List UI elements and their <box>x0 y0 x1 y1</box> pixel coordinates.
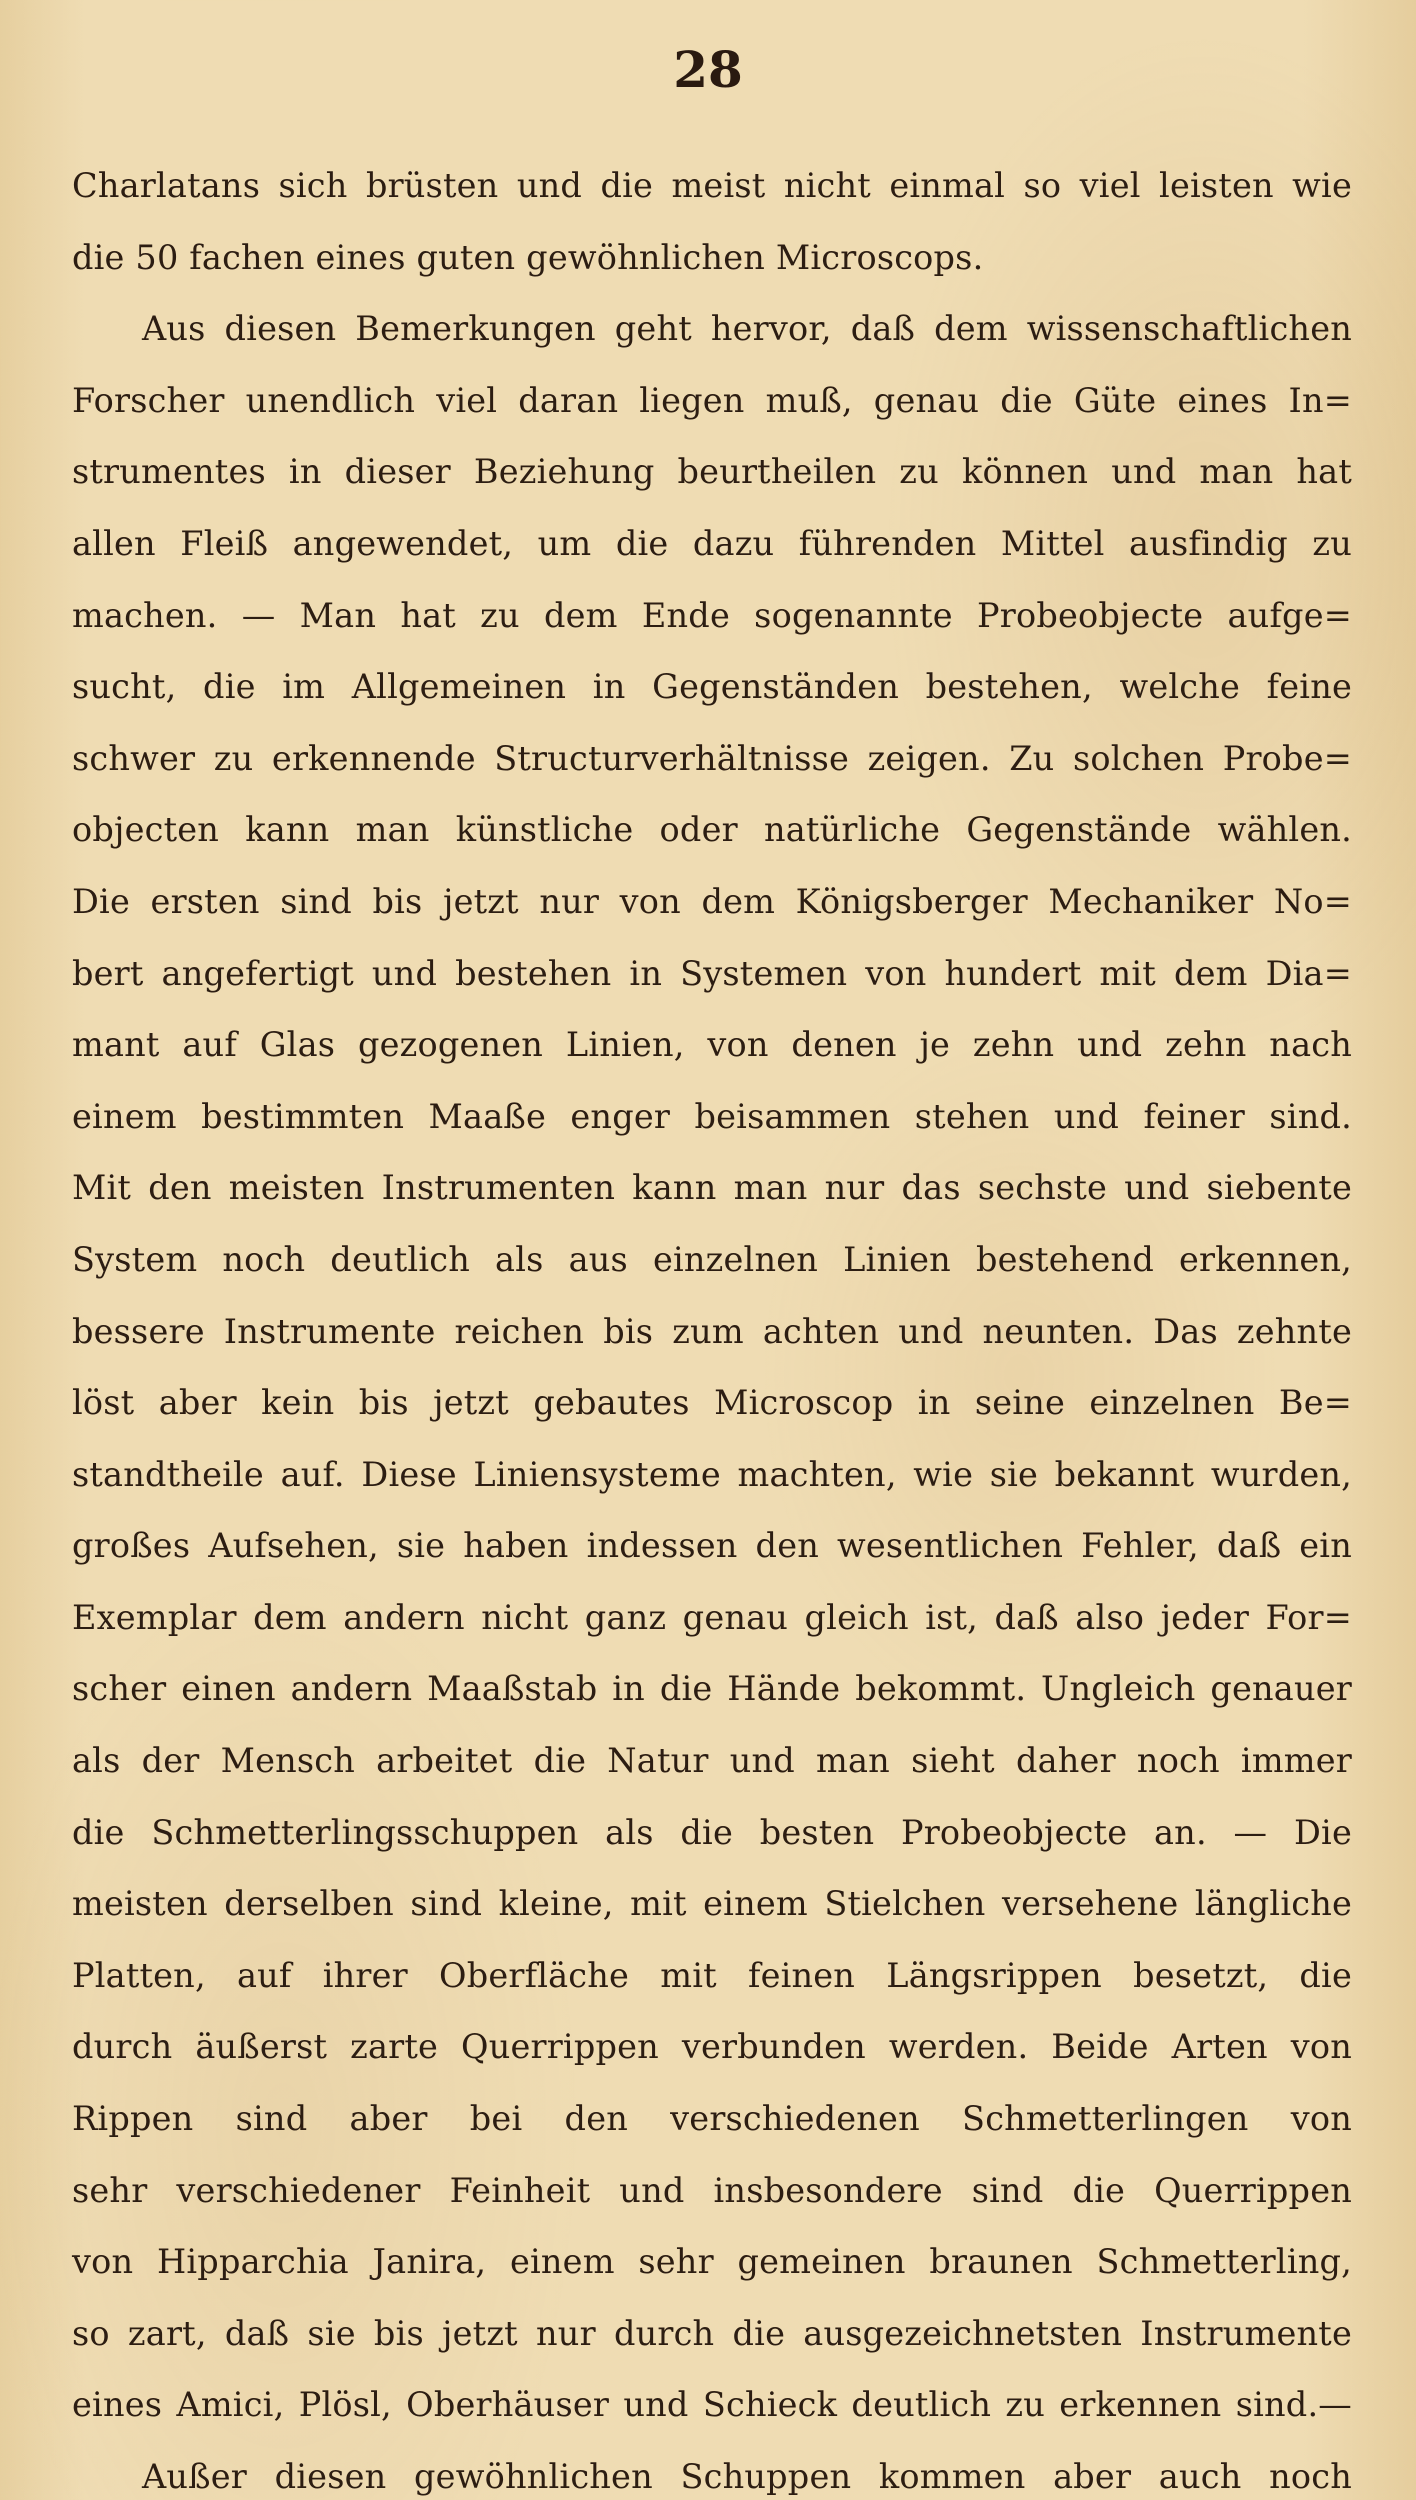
text-line: Mit den meisten Instrumenten kann man nur das sechste und siebente <box>72 1168 1352 1208</box>
text-line: Rippen sind aber bei den verschiedenen Schmetterlingen von <box>72 2099 1352 2139</box>
text-line: so zart, daß sie bis jetzt nur durch die ausgezeichnetsten Instrumente <box>72 2313 1352 2353</box>
text-line: eines Amici, Plösl, Oberhäuser und Schieck deutlich zu erkennen sind.— <box>72 2385 1352 2425</box>
text-line: von Hipparchia Janira, einem sehr gemeinen braunen Schmetterling, <box>72 2242 1352 2282</box>
text-line: allen Fleiß angewendet, um die dazu führenden Mittel ausfindig zu <box>72 523 1352 563</box>
text-line: Charlatans sich brüsten und die meist nicht einmal so viel leisten wie <box>72 166 1352 205</box>
text-line: als der Mensch arbeitet die Natur und man sieht daher noch immer <box>72 1741 1352 1781</box>
text-line: strumentes in dieser Beziehung beurtheilen zu können und man hat <box>72 452 1352 492</box>
text-line: Platten, auf ihrer Oberfläche mit feinen Längsrippen besetzt, die <box>72 1955 1352 1995</box>
body-text <box>72 150 1352 2500</box>
text-line: standtheile auf. Diese Liniensysteme machten, wie sie bekannt wurden, <box>72 1454 1352 1494</box>
text-line: bert angefertigt und bestehen in Systemen von hundert mit dem Dia= <box>72 953 1352 993</box>
text-line: einem bestimmten Maaße enger beisammen stehen und feiner sind. <box>72 1096 1352 1136</box>
text-line: Außer diesen gewöhnlichen Schuppen kommen aber auch noch <box>142 2457 1352 2496</box>
text-line: machen. — Man hat zu dem Ende sogenannte Probeobjecte aufge= <box>72 595 1352 635</box>
text-line: Forscher unendlich viel daran liegen muß, genau die Güte eines In= <box>72 380 1352 420</box>
text-line: objecten kann man künstliche oder natürliche Gegenstände wählen. <box>72 810 1352 850</box>
text-line: die Schmetterlingsschuppen als die besten Probeobjecte an. — Die <box>72 1812 1352 1852</box>
text-line: die 50 fachen eines guten gewöhnlichen Microscops. <box>72 237 984 277</box>
text-line: Exemplar dem andern nicht ganz genau gleich ist, daß also jeder For= <box>72 1597 1352 1637</box>
page-number: 28 <box>673 40 743 99</box>
text-line: sehr verschiedener Feinheit und insbesondere sind die Querrippen <box>72 2170 1352 2210</box>
text-line: System noch deutlich als aus einzelnen Linien bestehend erkennen, <box>72 1239 1352 1279</box>
text-line: mant auf Glas gezogenen Linien, von denen je zehn und zehn nach <box>72 1025 1352 1065</box>
text-line: großes Aufsehen, sie haben indessen den wesentlichen Fehler, daß ein <box>72 1526 1352 1566</box>
text-line: löst aber kein bis jetzt gebautes Microscop in seine einzelnen Be= <box>72 1383 1352 1423</box>
text-line: scher einen andern Maaßstab in die Hände bekommt. Ungleich genauer <box>72 1669 1352 1709</box>
text-line: Aus diesen Bemerkungen geht hervor, daß dem wissenschaftlichen <box>142 309 1352 349</box>
text-line: Die ersten sind bis jetzt nur von dem Königsberger Mechaniker No= <box>72 881 1352 921</box>
text-line: bessere Instrumente reichen bis zum achten und neunten. Das zehnte <box>72 1311 1352 1351</box>
text-line: meisten derselben sind kleine, mit einem Stielchen versehene längliche <box>72 1884 1352 1924</box>
text-line: sucht, die im Allgemeinen in Gegenständen bestehen, welche feine <box>72 667 1352 707</box>
text-line: schwer zu erkennende Structurverhältnisse zeigen. Zu solchen Probe= <box>72 738 1352 778</box>
text-line: durch äußerst zarte Querrippen verbunden werden. Beide Arten von <box>72 2027 1352 2067</box>
